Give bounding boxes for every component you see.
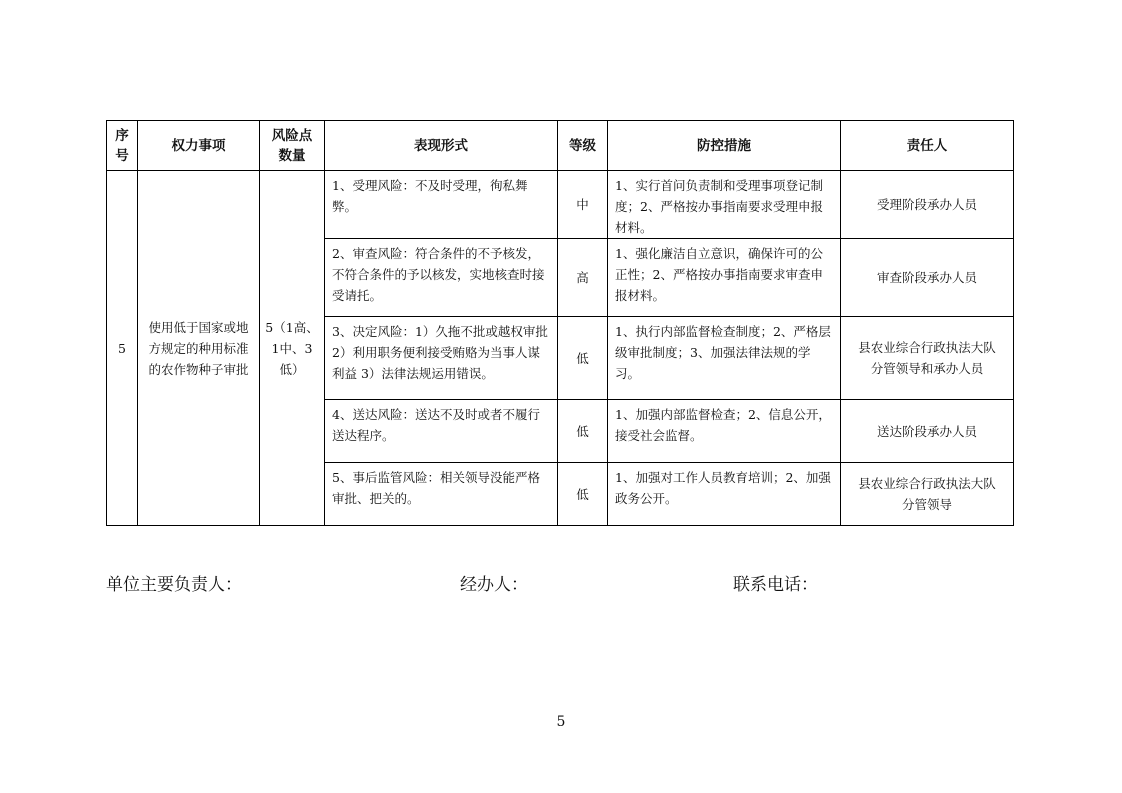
measures-cell: 1、执行内部监督检查制度；2、严格层级审批制度；3、加强法律法规的学习。 [608,317,841,400]
seq-cell: 5 [107,171,138,526]
measures-cell: 1、实行首问负责制和受理事项登记制度；2、严格按办事指南要求受理申报材料。 [608,171,841,239]
header-power-item: 权力事项 [138,121,260,171]
level-cell: 低 [558,400,608,463]
responsible-cell: 送达阶段承办人员 [841,400,1014,463]
table-row [107,171,1014,239]
unit-head-label: 单位主要负责人： [106,575,242,595]
header-level: 等级 [558,121,608,171]
responsible-cell: 受理阶段承办人员 [841,171,1014,239]
level-cell: 中 [558,171,608,239]
measures-cell: 1、加强内部监督检查；2、信息公开，接受社会监督。 [608,400,841,463]
level-cell: 低 [558,317,608,400]
header-seq: 序 号 [107,121,138,171]
risk-table [106,120,1014,526]
responsible-cell: 审查阶段承办人员 [841,239,1014,317]
form-cell: 1、受理风险：不及时受理，徇私舞弊。 [325,171,558,239]
measures-cell: 1、强化廉洁自立意识，确保许可的公正性；2、严格按办事指南要求审查申报材料。 [608,239,841,317]
form-cell: 2、审查风险：符合条件的不予核发，不符合条件的予以核发，实地核查时接受请托。 [325,239,558,317]
header-row [107,121,1014,171]
header-risk-count: 风险点 数量 [260,121,325,171]
risk-count-cell: 5（1高、1中、3低） [260,171,325,526]
header-measures: 防控措施 [608,121,841,171]
handler-label: 经办人： [460,575,528,595]
phone-label: 联系电话： [733,575,818,595]
page-number: 5 [556,714,566,730]
form-cell: 4、送达风险：送达不及时或者不履行送达程序。 [325,400,558,463]
responsible-cell: 县农业综合行政执法大队 分管领导和承办人员 [841,317,1014,400]
level-cell: 低 [558,463,608,526]
header-form: 表现形式 [325,121,558,171]
responsible-cell: 县农业综合行政执法大队 分管领导 [841,463,1014,526]
power-item-cell: 使用低于国家或地方规定的种用标准的农作物种子审批 [138,171,260,526]
measures-cell: 1、加强对工作人员教育培训；2、加强政务公开。 [608,463,841,526]
form-cell: 3、决定风险：1）久拖不批或越权审批 2）利用职务便利接受贿赂为当事人谋利益 3）法律法规运用错误。 [325,317,558,400]
form-cell: 5、事后监管风险：相关领导没能严格审批、把关的。 [325,463,558,526]
header-responsible: 责任人 [841,121,1014,171]
level-cell: 高 [558,239,608,317]
